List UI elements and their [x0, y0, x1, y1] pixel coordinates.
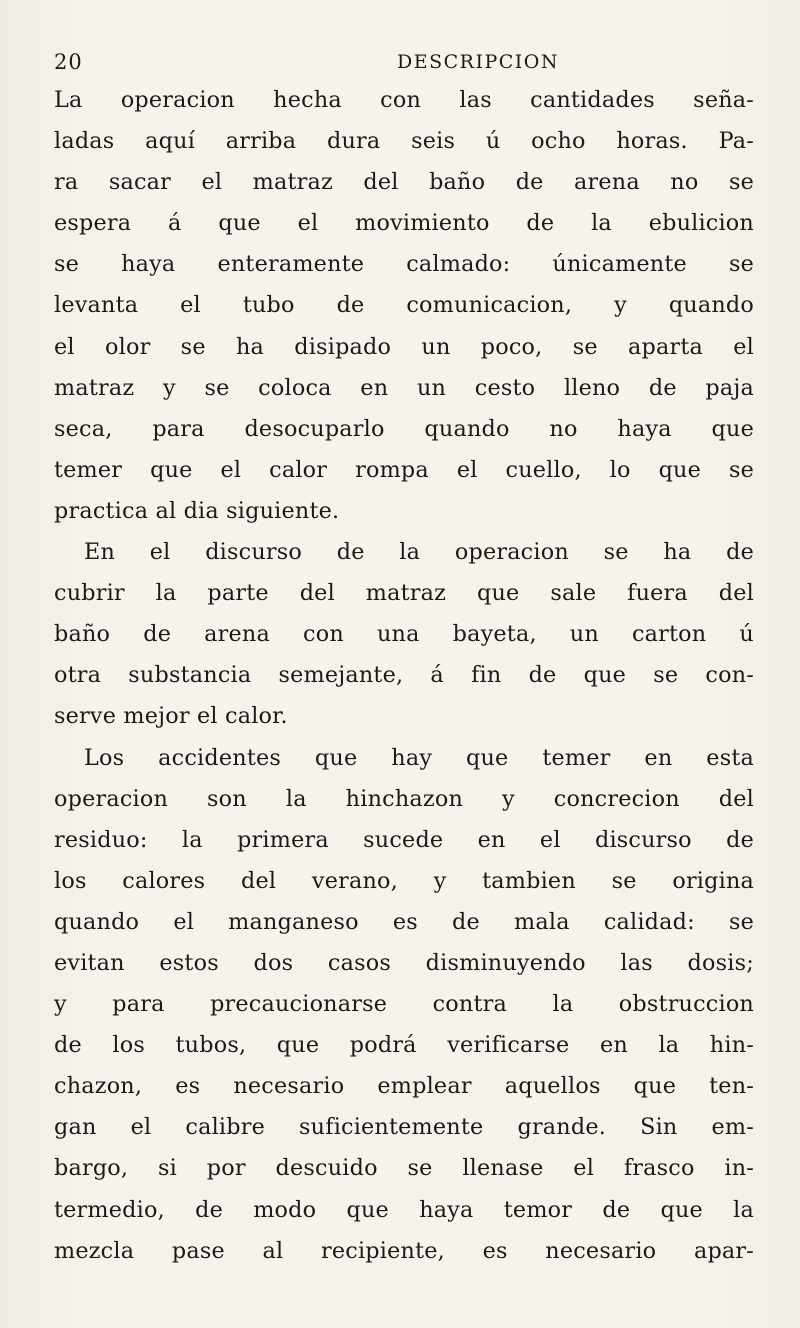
text-line: matraz y se coloca en un cesto lleno de paja: [54, 374, 754, 401]
text-line: se haya enteramente calmado: únicamente se: [54, 251, 754, 278]
text-line: gan el calibre suficientemente grande. Sin em-: [54, 1114, 754, 1141]
text-line: practica al dia siguiente.: [54, 497, 340, 524]
text-line: espera á que el movimiento de la ebulicion: [54, 210, 754, 237]
text-line: bargo, si por descuido se llenase el frasco in-: [54, 1155, 754, 1182]
text-line: ra sacar el matraz del baño de arena no se: [54, 169, 754, 196]
text-line: mezcla pase al recipiente, es necesario apar-: [54, 1237, 754, 1264]
text-line: termedio, de modo que haya temor de que la: [54, 1196, 754, 1223]
text-line: y para precaucionarse contra la obstruccion: [54, 991, 754, 1018]
text-line: el olor se ha disipado un poco, se aparta el: [54, 333, 754, 360]
text-line: La operacion hecha con las cantidades seña-: [54, 87, 754, 113]
text-line: operacion son la hinchazon y concrecion del: [54, 785, 754, 812]
text-line: quando el manganeso es de mala calidad: se: [54, 908, 754, 935]
text-line: serve mejor el calor.: [54, 703, 288, 730]
text-line: otra substancia semejante, á fin de que se con-: [54, 662, 754, 689]
text-line: de los tubos, que podrá verificarse en la hin-: [54, 1032, 754, 1059]
text-line: evitan estos dos casos disminuyendo las dosis;: [54, 949, 754, 976]
text-line: baño de arena con una bayeta, un carton ú: [54, 621, 754, 648]
text-line: los calores del verano, y tambien se origina: [54, 867, 754, 894]
text-line: levanta el tubo de comunicacion, y quando: [54, 292, 754, 319]
text-line: temer que el calor rompa el cuello, lo que se: [54, 456, 754, 483]
page-number: 20: [54, 50, 83, 74]
text-line: Los accidentes que hay que temer en esta: [84, 744, 754, 771]
text-line: chazon, es necesario emplear aquellos que ten-: [54, 1073, 754, 1100]
text-line: seca, para desocuparlo quando no haya que: [54, 415, 754, 442]
section-title: DESCRIPCION: [397, 51, 559, 73]
text-line: En el discurso de la operacion se ha de: [84, 539, 754, 566]
text-line: residuo: la primera sucede en el discurso de: [54, 826, 754, 853]
text-line: cubrir la parte del matraz que sale fuera del: [54, 580, 754, 607]
text-line: ladas aquí arriba dura seis ú ocho horas. Pa-: [54, 128, 754, 155]
running-head: [54, 44, 754, 80]
body-text: [54, 80, 754, 1272]
